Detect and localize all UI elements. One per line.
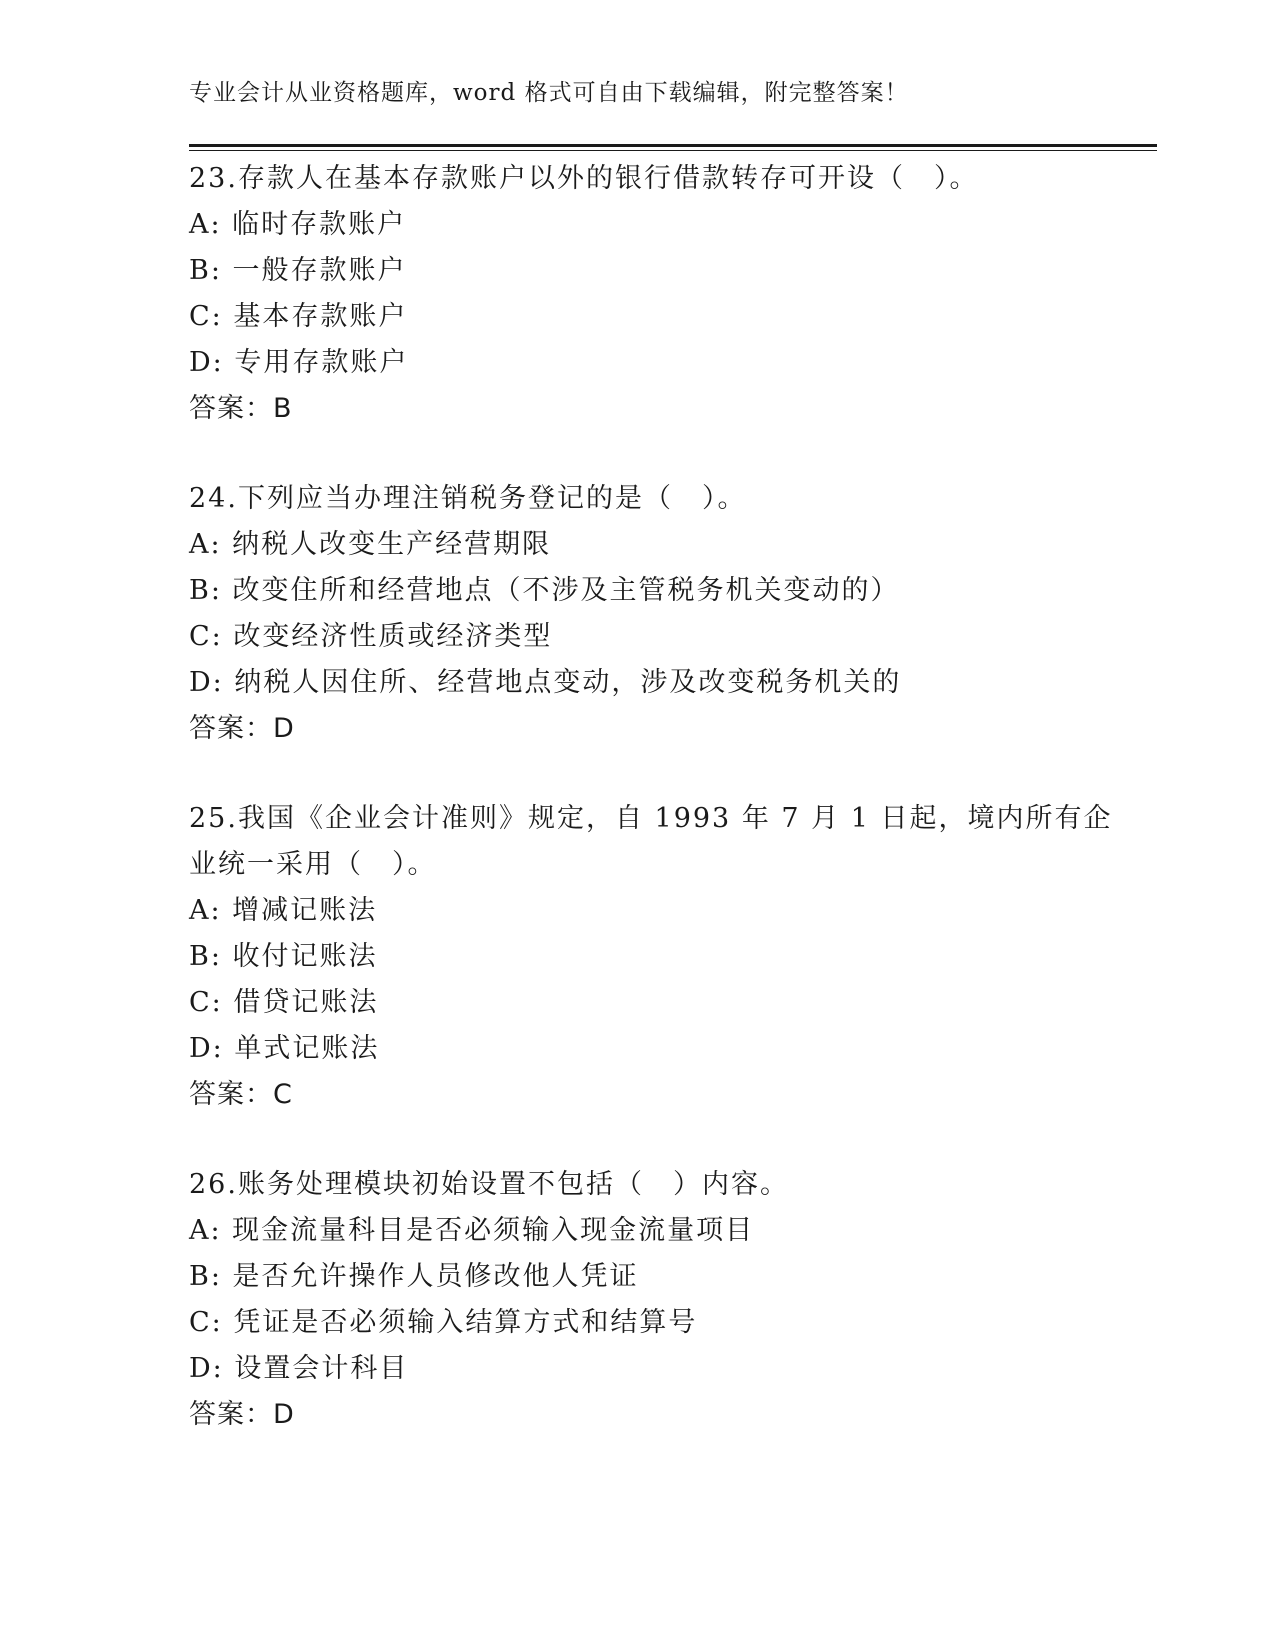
question-list (189, 156, 1113, 1438)
option-b: B: 一般存款账户 (189, 255, 407, 286)
option-a: A: 增减记账法 (189, 895, 378, 926)
answer: 答案：B (189, 393, 293, 424)
page-header: 专业会计从业资格题库，word 格式可自由下载编辑，附完整答案！ (189, 80, 909, 106)
question-stem-continued: 业统一采用（ ）。 (189, 849, 437, 880)
option-a: A: 临时存款账户 (189, 209, 407, 240)
option-b: B: 是否允许操作人员修改他人凭证 (189, 1261, 639, 1292)
answer: 答案：C (189, 1079, 293, 1110)
question-stem: 24.下列应当办理注销税务登记的是（ ）。 (189, 483, 747, 514)
option-b: B: 收付记账法 (189, 941, 378, 972)
question-25 (189, 796, 1113, 1118)
answer: 答案：D (189, 1399, 295, 1430)
header-divider-thin (189, 150, 1157, 151)
question-stem: 25.我国《企业会计准则》规定，自 1993 年 7 月 1 日起，境内所有企 (189, 803, 1113, 834)
option-c: C: 基本存款账户 (189, 301, 408, 332)
answer: 答案：D (189, 713, 295, 744)
question-stem: 23.存款人在基本存款账户以外的银行借款转存可开设（ ）。 (189, 163, 979, 194)
option-d: D: 单式记账法 (189, 1033, 380, 1064)
question-26 (189, 1162, 1089, 1438)
option-d: D: 专用存款账户 (189, 347, 409, 378)
question-23 (189, 156, 1089, 432)
question-stem: 26.账务处理模块初始设置不包括（ ）内容。 (189, 1169, 789, 1200)
option-a: A: 现金流量科目是否必须输入现金流量项目 (189, 1215, 755, 1246)
header-divider-thick (189, 144, 1157, 147)
option-d: D: 纳税人因住所、经营地点变动，涉及改变税务机关的 (189, 667, 902, 698)
question-24 (189, 476, 1089, 752)
option-c: C: 凭证是否必须输入结算方式和结算号 (189, 1307, 698, 1338)
option-c: C: 改变经济性质或经济类型 (189, 621, 553, 652)
option-d: D: 设置会计科目 (189, 1353, 409, 1384)
option-c: C: 借贷记账法 (189, 987, 379, 1018)
option-b: B: 改变住所和经营地点（不涉及主管税务机关变动的） (189, 575, 900, 606)
option-a: A: 纳税人改变生产经营期限 (189, 529, 552, 560)
